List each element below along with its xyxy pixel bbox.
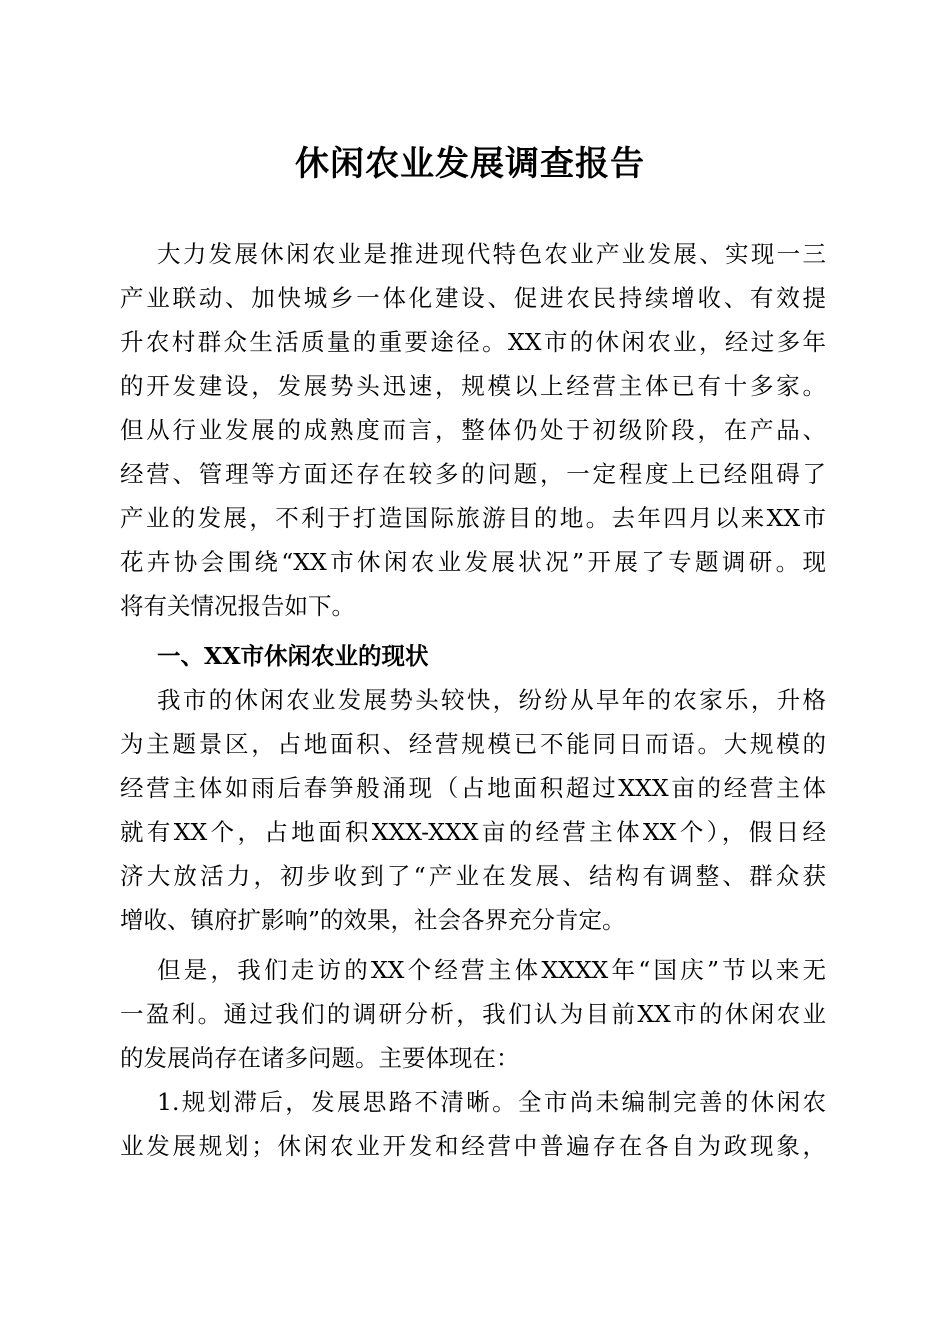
text-line: 但是，我们走访的XX个经营主体XXXX年“国庆”节以来无 [157, 956, 826, 984]
text-line: 1.规划滞后，发展思路不清晰。全市尚未编制完善的休闲农 [157, 1088, 826, 1116]
document-body [120, 232, 826, 1168]
text-line: 的发展尚存在诸多问题。主要体现在： [120, 1044, 520, 1072]
text-line: 经营主体如雨后春笋般涌现（占地面积超过XXX亩的经营主体 [120, 774, 826, 802]
paragraph-problems [120, 948, 826, 1080]
text-line: 但从行业发展的成熟度而言，整体仍处于初级阶段，在产品、 [120, 416, 826, 444]
text-line: 大力发展休闲农业是推进现代特色农业产业发展、实现一三 [157, 240, 826, 268]
text-line: 业发展规划；休闲农业开发和经营中普遍存在各自为政现象， [120, 1132, 826, 1160]
text-line: 为主题景区，占地面积、经营规模已不能同日而语。大规模的 [120, 730, 826, 758]
section-heading: 一、XX市休闲农业的现状 [157, 642, 429, 670]
text-line: 我市的休闲农业发展势头较快，纷纷从早年的农家乐，升格 [157, 686, 826, 714]
text-line: 济大放活力，初步收到了“产业在发展、结构有调整、群众获 [120, 862, 826, 890]
paragraph-item-1 [120, 1080, 826, 1168]
text-line: 升农村群众生活质量的重要途径。XX市的休闲农业，经过多年 [120, 328, 826, 356]
text-line: 就有XX个，占地面积XXX-XXX亩的经营主体XX个），假日经 [120, 818, 826, 846]
text-line: 产业的发展，不利于打造国际旅游目的地。去年四月以来XX市 [120, 504, 826, 532]
text-line: 一盈利。通过我们的调研分析，我们认为目前XX市的休闲农业 [120, 1000, 826, 1028]
text-line: 增收、镇府扩影响”的效果，社会各界充分肯定。 [120, 906, 626, 934]
text-line: 将有关情况报告如下。 [120, 592, 355, 620]
text-line: 经营、管理等方面还存在较多的问题，一定程度上已经阻碍了 [120, 460, 826, 488]
text-line: 花卉协会围绕“XX市休闲农业发展状况”开展了专题调研。现 [120, 548, 826, 576]
document-title: 休闲农业发展调查报告 [295, 144, 645, 184]
text-line: 的开发建设，发展势头迅速，规模以上经营主体已有十多家。 [120, 372, 826, 400]
paragraph-intro [120, 232, 826, 628]
text-line: 产业联动、加快城乡一体化建设、促进农民持续增收、有效提 [120, 284, 826, 312]
paragraph-status [120, 678, 826, 942]
